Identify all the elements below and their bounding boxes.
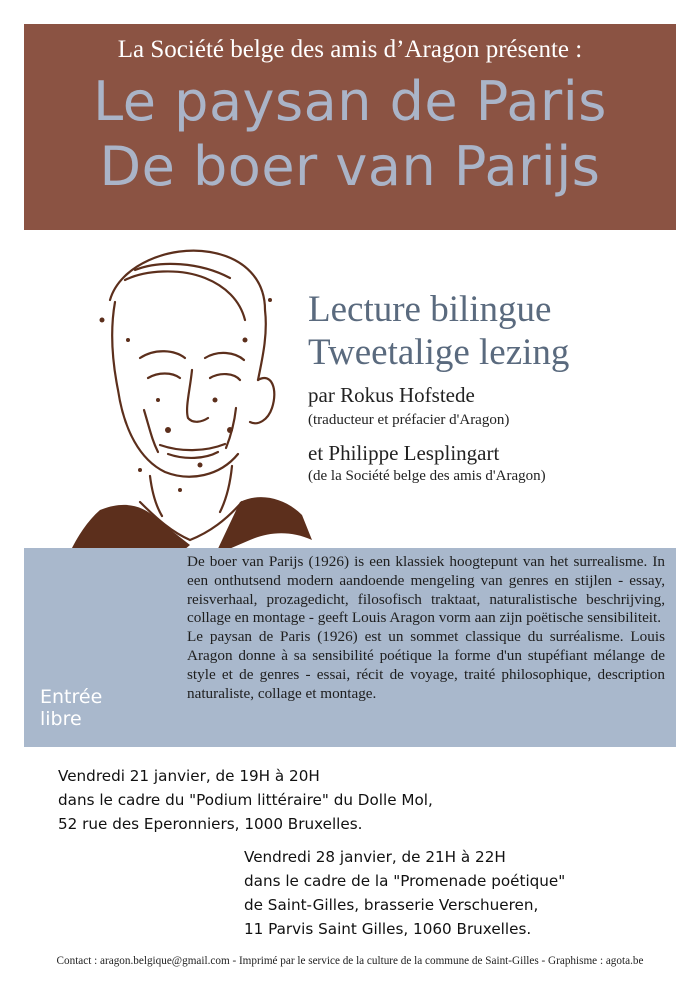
presenter-text: La Société belge des amis d’Aragon présente :: [117, 36, 583, 63]
event-date: Vendredi 28 janvier, de 21H à 22H: [244, 848, 506, 866]
speaker-role: (traducteur et préfacier d'Aragon): [308, 412, 510, 428]
footer-contact: Contact : aragon.belgique@gmail.com - Imprimé par le service de la culture de la commune de Saint-Gilles - Graphisme : agota.be: [56, 955, 644, 967]
lecture-heading-nl: Tweetalige lezing: [308, 332, 570, 373]
event-context: dans le cadre de la "Promenade poétique": [244, 872, 566, 890]
event-details: [244, 845, 565, 941]
title-dutch: De boer van Parijs: [99, 135, 601, 198]
event-context: dans le cadre du "Podium littéraire" du Dolle Mol,: [58, 791, 433, 809]
description-box: [24, 548, 676, 747]
event-address: 11 Parvis Saint Gilles, 1060 Bruxelles.: [244, 920, 532, 938]
description-french: Le paysan de Paris (1926) est un sommet classique du surréalisme. Louis Aragon donne à sa sensibilité poétique la forme d'un stupéfiant mélange de style et de genres - essai, récit de voyage, traité philosophique, description naturaliste, collage et montage.: [187, 628, 665, 702]
event-details: [58, 764, 433, 836]
description-text: [187, 553, 665, 703]
event-context: de Saint-Gilles, brasserie Verschueren,: [244, 896, 539, 914]
speaker-name: par Rokus Hofstede: [308, 383, 475, 407]
description-dutch: De boer van Parijs (1926) is een klassiek hoogtepunt van het surrealisme. In een onthutsend modern aandoende mengeling van genres en stijlen - essay, reisverhaal, prozagedicht, filosofisch traktaat, naturalistische beschrijving, collage en montage - geeft Louis Aragon vorm aan zijn poëtische sensibiliteit.: [187, 553, 665, 627]
speaker-name: et Philippe Lesplingart: [308, 441, 500, 465]
title-french: Le paysan de Paris: [93, 70, 607, 133]
header-banner: [24, 24, 676, 230]
event-address: 52 rue des Eperonniers, 1000 Bruxelles.: [58, 815, 363, 833]
speaker-role: (de la Société belge des amis d'Aragon): [308, 468, 546, 484]
lecture-heading-fr: Lecture bilingue: [308, 289, 552, 330]
entry-free-label: Entrée libre: [40, 686, 103, 730]
event-date: Vendredi 21 janvier, de 19H à 20H: [58, 767, 320, 785]
